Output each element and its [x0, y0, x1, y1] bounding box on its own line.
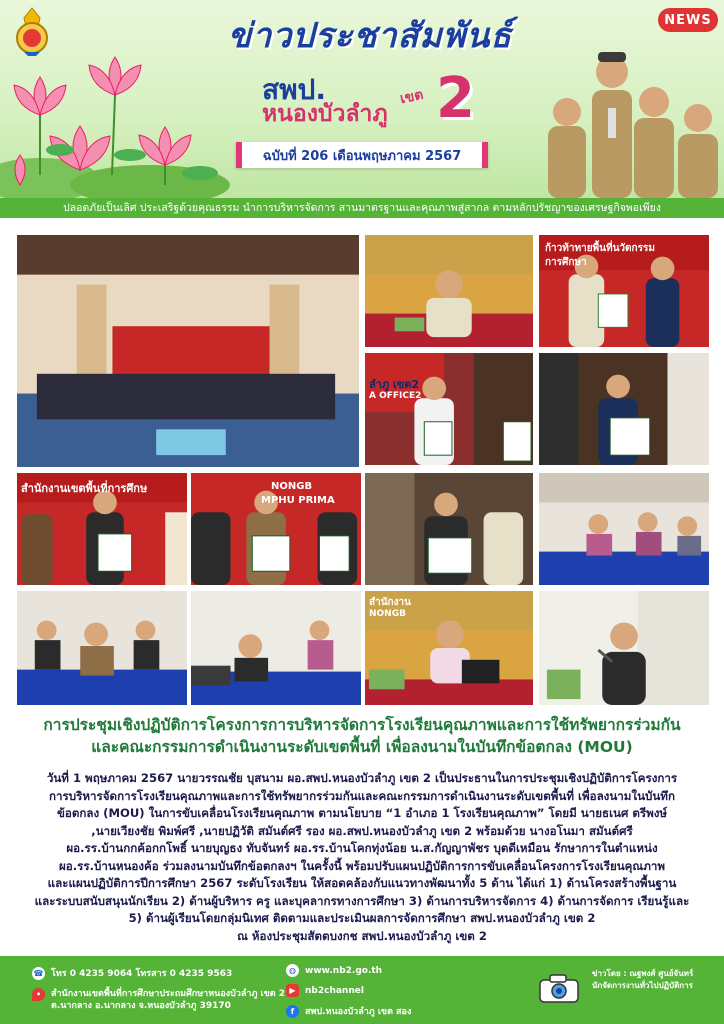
globe-icon: ◍: [286, 964, 299, 977]
issue-info: ฉบับที่ 206 เดือนพฤษภาคม 2567: [236, 142, 488, 168]
photo-speaker-laptop: [364, 590, 534, 706]
photo-mou-display-1: [16, 472, 188, 586]
footer-phone: [32, 966, 232, 980]
photo-group-meeting: [16, 234, 360, 468]
footer-youtube[interactable]: [286, 984, 364, 997]
article-headline: [14, 714, 710, 758]
body-line: ณ ห้องประชุมสัตตบงกช สพป.หนองบัวลำภู เขต 2: [237, 928, 487, 943]
banner-text: NONGB: [271, 481, 313, 492]
article-body: [18, 770, 706, 945]
website-link[interactable]: www.nb2.go.th: [305, 965, 383, 976]
footer-facebook[interactable]: [286, 1004, 411, 1018]
motto-band: ปลอดภัยเป็นเลิศ ประเสริฐด้วยคุณธรรม นำการบริหารจัดการ สานมาตรฐานและคุณภาพสู่สากล ตามหลักปรัชญาของเศรษฐกิจพอเพียง: [0, 198, 724, 218]
facebook-icon: f: [286, 1005, 299, 1018]
body-line: ข้อตกลง (MOU) ในการขับเคลื่อนโรงเรียนคุณภาพ ตามนโยบาย “1 อำเภอ 1 โรงเรียนคุณภาพ” โดยมี นายธเนศ ตรีพงษ์: [56, 806, 668, 820]
org-branch: หนองบัวลำภู: [262, 101, 388, 127]
body-line: และระบบสนับสนุนนักเรียน 2) ด้านผู้บริหาร ครู และบุคลากรทางการศึกษา 3) ด้านการบริหารจัดการ 4) ด้านการจัดการ เรียนรู้และ: [34, 893, 690, 908]
banner-text: ก้าวท้าทายพื้นที่นวัตกรรม: [545, 243, 655, 254]
officials-group-photo: [540, 30, 724, 198]
news-credit: [592, 968, 718, 992]
phone-icon: ☎: [33, 968, 44, 978]
photo-mou-sign-2: [364, 352, 534, 466]
photo-speaker-microphone: [538, 590, 710, 706]
youtube-icon: ▶: [286, 984, 299, 997]
photo-mou-sign-3: [538, 352, 710, 466]
zone-number: 2: [436, 66, 475, 131]
photo-chair-speaking: [364, 234, 534, 348]
footer-address: [32, 988, 285, 1012]
body-line: การบริหารจัดการโรงเรียนคุณภาพและการใช้ทรัพยากรร่วมกันและคณะกรรมการดำเนินงานระดับเขตพื้นที่ เพื่อลงนามในบันทึก: [49, 788, 675, 803]
address-line-2: ต.นากลาง อ.นากลาง จ.หนองบัวลำภู 39170: [51, 1001, 231, 1011]
photo-mou-handover-1: [538, 234, 710, 348]
banner-text: MPHU PRIMA: [261, 495, 335, 506]
banner-text: ลำภู เขต2: [369, 378, 420, 391]
address-line-1: สำนักงานเขตพื้นที่การศึกษาประถมศึกษาหนองบัวลำภู เขต 2: [51, 989, 285, 999]
zone-word: เขต: [398, 86, 425, 108]
credit-line-1: ข่าวโดย : ณฐพงศ์ ศูนย์จันทร์: [592, 969, 694, 978]
headline-line-1: การประชุมเชิงปฏิบัติการโครงการการบริหารจัดการโรงเรียนคุณภาพและการใช้ทรัพยากรร่วมกัน: [43, 716, 681, 734]
body-line: 5) ด้านผู้เรียนโดยกลุ่มนิเทศ ติดตามและประเมินผลการจัดการศึกษา สพป.หนองบัวลำภู เขต 2: [128, 911, 596, 925]
lotus-decoration: [0, 55, 230, 200]
map-pin-icon: •: [32, 988, 45, 1001]
photo-mou-display-2: [190, 472, 362, 586]
banner-text: NONGB: [369, 609, 406, 619]
photo-meeting-table-2: [190, 590, 362, 706]
banner-text: สำนักงาน: [369, 597, 411, 608]
facebook-link[interactable]: สพป.หนองบัวลำภู เขต สอง: [305, 1007, 412, 1017]
banner-text: A OFFICE2: [369, 391, 422, 401]
youtube-link[interactable]: nb2channel: [305, 985, 364, 996]
photo-meeting-table-1: [16, 590, 188, 706]
newsletter-header: [0, 0, 724, 200]
photo-mou-display-3: [364, 472, 534, 586]
body-line: ผอ.รร.บ้านหนองค้อ ร่วมลงนามบันทึกข้อตกลงฯ ในครั้งนี้ พร้อมปรับแผนปฏิบัติการการขับเคลื่อนโครงการโรงเรียนคุณภาพ: [59, 858, 665, 873]
banner-text: การศึกษา: [545, 257, 587, 268]
body-line: ผอ.รร.บ้านกกค้อกกโพธิ์ นายบุญธง ทับจันทร์ ผอ.รร.บ้านโคกทุ่งน้อย น.ส.กัญญาพัชร บุตดีเหมือน รักษาการในตำแหน่ง: [66, 841, 658, 855]
photo-meeting-room-1: [538, 472, 710, 586]
headline-line-2: และคณะกรรมการดำเนินงานระดับเขตพื้นที่ เพื่อลงนามในบันทึกข้อตกลง (MOU): [91, 738, 633, 756]
camera-icon: [538, 972, 580, 1004]
news-badge: NEWS: [658, 8, 718, 32]
newsletter-title: ข่าวประชาสัมพันธ์: [227, 16, 513, 56]
banner-text: สำนักงานเขตพื้นที่การศึกษ: [21, 482, 148, 495]
phone-text: โทร 0 4235 9064 โทรสาร 0 4235 9563: [51, 969, 233, 979]
obec-emblem-icon: [10, 6, 54, 58]
body-line: วันที่ 1 พฤษภาคม 2567 นายวรรณชัย บุสนาม ผอ.สพป.หนองบัวลำภู เขต 2 เป็นประธานในการประชุมเชิงปฏิบัติการโครงการ: [46, 771, 678, 785]
body-line: ,นายเวียงชัย พิมพ์ศรี ,นายปฏิวัติ สมันต์ศรี รอง ผอ.สพป.หนองบัวลำภู เขต 2 พร้อมด้วย นางอโนมา สมันต์ศรี: [91, 823, 633, 838]
body-line: และแผนปฏิบัติการปีการศึกษา 2567 ระดับโรงเรียน ให้สอดคล้องกับแนวทางพัฒนาทั้ง 5 ด้าน ได้แก่ 1) ด้านโครงสร้างพื้นฐาน: [47, 876, 677, 890]
org-name: สพป.: [262, 73, 326, 106]
footer-website[interactable]: [286, 964, 382, 977]
credit-line-2: นักจัดการงานทั่วไปปฏิบัติการ: [592, 981, 693, 990]
